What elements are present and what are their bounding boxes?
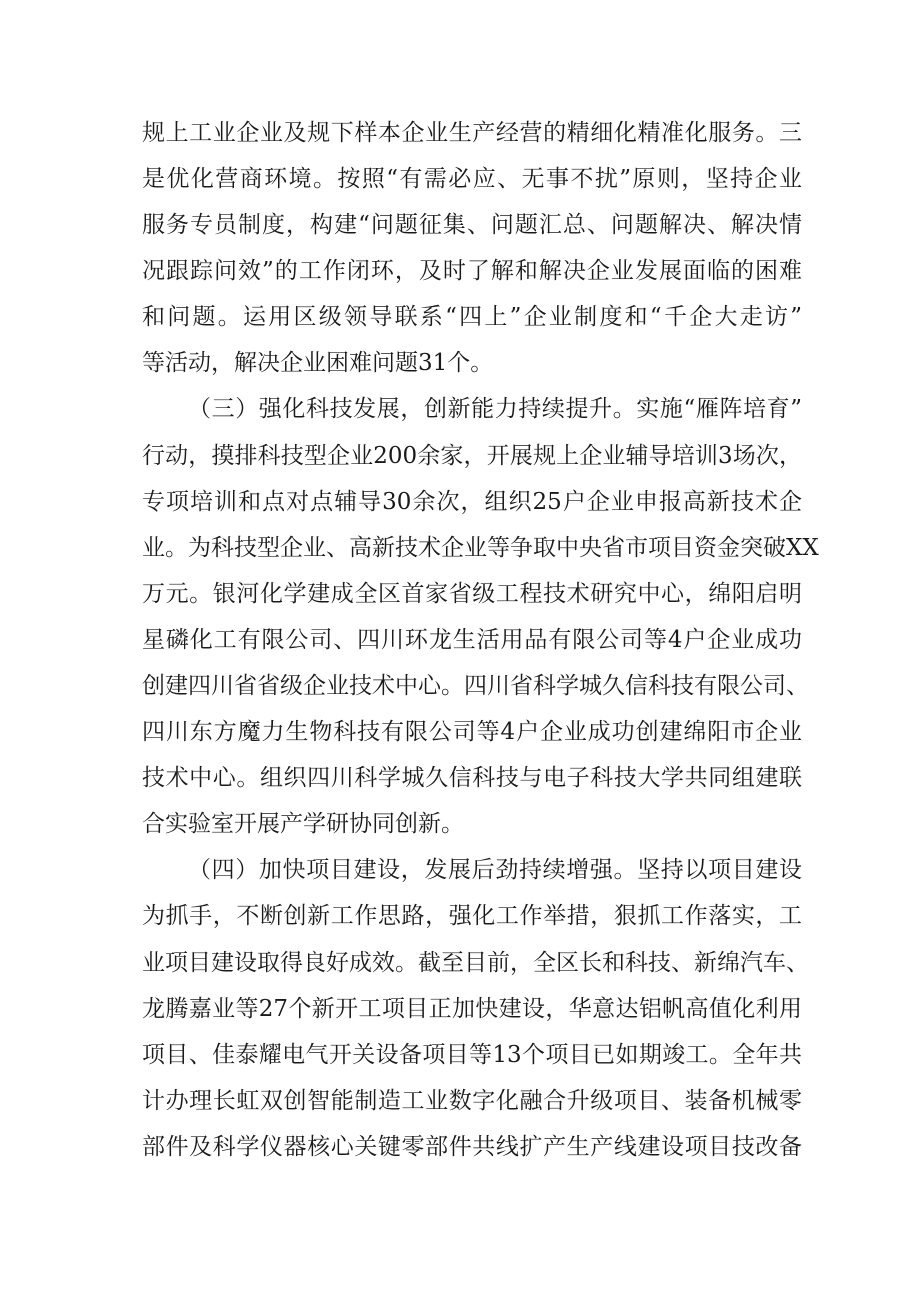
paragraph-2-line-6: 星磷化工有限公司、四川环龙生活用品有限公司等4户企业成功 (142, 627, 802, 653)
paragraph-1-line-6: 等活动，解决企业困难问题31个。 (142, 350, 494, 376)
paragraph-1-line-3: 服务专员制度，构建“问题征集、问题汇总、问题解决、解决情 (142, 212, 802, 238)
paragraph-3-line-5: 项目、佳泰耀电气开关设备项目等13个项目已如期竣工。全年共 (142, 1042, 802, 1068)
paragraph-3-line-3: 业项目建设取得良好成效。截至目前，全区长和科技、新绵汽车、 (142, 950, 809, 976)
paragraph-3-line-4: 龙腾嘉业等27个新开工项目正加快建设，华意达铝帆高值化利用 (142, 996, 802, 1022)
paragraph-2-line-7: 创建四川省省级企业技术中心。四川省科学城久信科技有限公司、 (142, 673, 809, 699)
paragraph-3-line-7: 部件及科学仪器核心关键零部件共线扩产生产线建设项目技改备 (142, 1134, 802, 1160)
paragraph-3-line-1: （四）加快项目建设，发展后劲持续增强。坚持以项目建设 (188, 857, 802, 883)
paragraph-2-line-4: 业。为科技型企业、高新技术企业等争取中央省市项目资金突破XX (142, 535, 819, 561)
paragraph-1-line-1: 规上工业企业及规下样本企业生产经营的精细化精准化服务。三 (142, 120, 802, 146)
paragraph-3-line-2: 为抓手，不断创新工作思路，强化工作举措，狠抓工作落实，工 (142, 903, 802, 929)
paragraph-2-line-10: 合实验室开展产学研协同创新。 (142, 811, 464, 837)
paragraph-2-line-1: （三）强化科技发展，创新能力持续提升。实施“雁阵培育” (188, 396, 802, 422)
paragraph-1-line-2: 是优化营商环境。按照“有需必应、无事不扰”原则，坚持企业 (142, 166, 802, 192)
paragraph-2-line-2: 行动，摸排科技型企业200余家，开展规上企业辅导培训3场次， (142, 443, 802, 469)
paragraph-1-line-4: 况跟踪问效”的工作闭环，及时了解和解决企业发展面临的困难 (142, 258, 802, 284)
paragraph-2-line-9: 技术中心。组织四川科学城久信科技与电子科技大学共同组建联 (142, 765, 802, 791)
paragraph-2-line-5: 万元。银河化学建成全区首家省级工程技术研究中心，绵阳启明 (142, 581, 802, 607)
paragraph-3-line-6: 计办理长虹双创智能制造工业数字化融合升级项目、装备机械零 (142, 1088, 802, 1114)
paragraph-1-line-5: 和问题。运用区级领导联系“四上”企业制度和“千企大走访” (142, 304, 802, 330)
paragraph-2-line-3: 专项培训和点对点辅导30余次，组织25户企业申报高新技术企 (142, 489, 802, 515)
paragraph-2-line-8: 四川东方魔力生物科技有限公司等4户企业成功创建绵阳市企业 (142, 719, 802, 745)
